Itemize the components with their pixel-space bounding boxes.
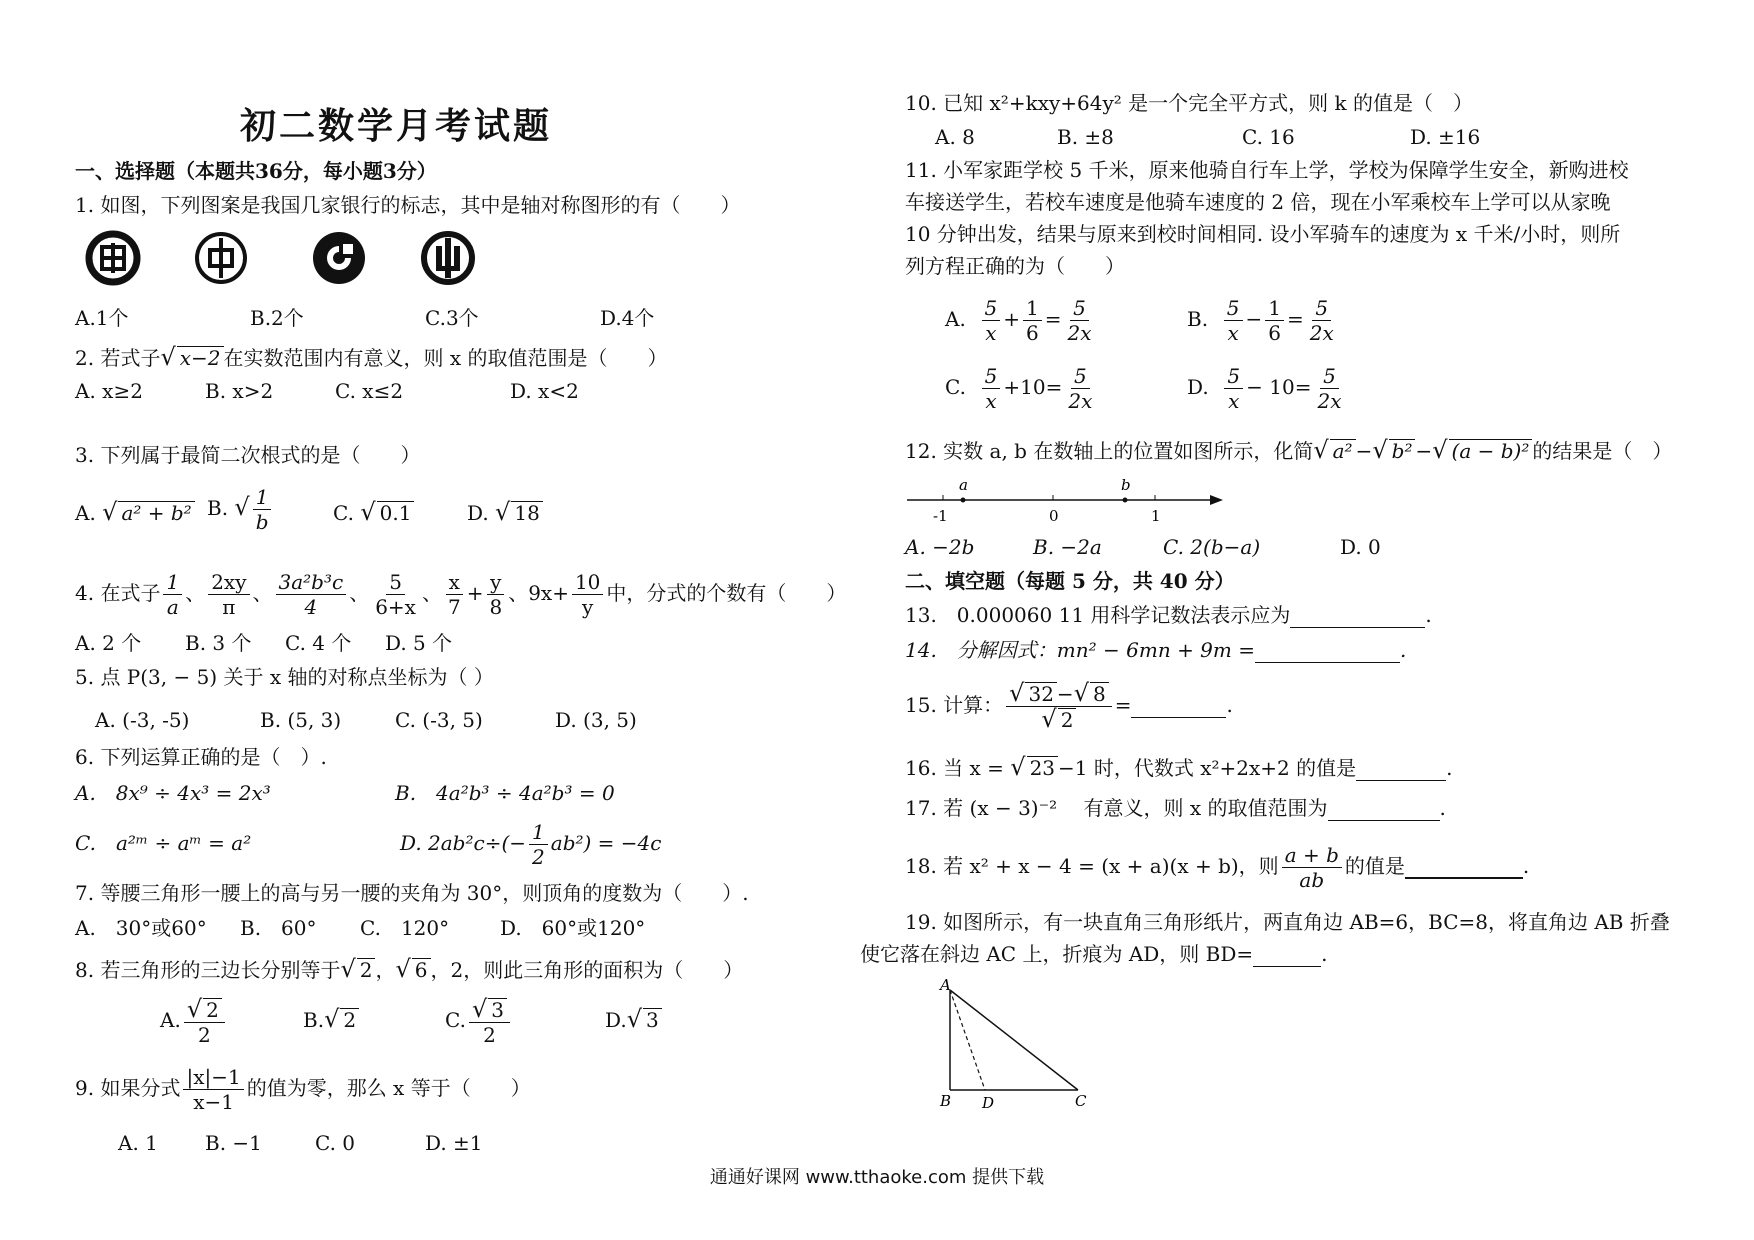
q11-a-f3-den: 2x: [1067, 321, 1092, 345]
q8-c-num: [469, 994, 510, 1023]
q6-option-b: B. 4a²b³ ÷ 4a²b³ = 0: [395, 781, 615, 805]
q15-radicand-1: 32: [1025, 682, 1056, 705]
q8-b-rad-sign: √: [324, 1005, 340, 1033]
bank-logo-1-icon: [85, 230, 141, 286]
q6-d-pre: D. 2ab²c÷(−: [400, 831, 527, 855]
q12-rad-sign-3: √: [1432, 436, 1448, 464]
q2-radical-sign: √: [160, 343, 176, 371]
q11-d-f2-den: 2x: [1317, 389, 1342, 413]
q9-option-c: C. 0: [315, 1131, 356, 1155]
q4-f6-num: y: [487, 570, 504, 595]
label-b: b: [1121, 476, 1131, 494]
q8-a-fraction: [184, 994, 225, 1047]
q11-a-f3-num: 5: [1070, 296, 1089, 321]
label-a: a: [959, 476, 968, 494]
point-b: [1123, 498, 1128, 503]
q15-rad-sign-3: √: [1041, 705, 1057, 733]
q15-minus: −: [1056, 682, 1074, 706]
q11-b-frac-2: [1265, 296, 1284, 345]
question-16: [905, 752, 1453, 783]
number-line-diagram: [905, 475, 1225, 535]
q11-c-plus10: +10=: [1003, 375, 1063, 399]
q4-f1-num: 1: [163, 570, 182, 595]
q9-option-b: B. −1: [205, 1131, 262, 1155]
q11-b-f1-num: 5: [1224, 296, 1243, 321]
side-ac: [950, 990, 1078, 1090]
q11-c-f1-num: 5: [982, 364, 1001, 389]
q4-sep-4: 、: [421, 581, 442, 605]
q8-radicand-2: 6: [412, 958, 431, 981]
section-2-heading: 二、填空题（每题 5 分，共 40 分）: [905, 569, 1235, 593]
q8-option-a-label: A.: [160, 1008, 181, 1032]
q3-a-radicand: a² + b²: [118, 501, 194, 524]
q5-option-d: D. (3, 5): [555, 708, 637, 732]
q4-f6-den: 8: [489, 595, 503, 619]
question-11-line-1: 11. 小军家距学校 5 千米，原来他骑自行车上学，学校为保障学生安全，新购进校: [905, 158, 1629, 182]
q3-d-radical-sign: √: [495, 498, 511, 526]
q11-b-f2-num: 1: [1265, 296, 1284, 321]
q2-text-post: 在实数范围内有意义，则 x 的取值范围是（ ）: [223, 346, 668, 370]
q12-rad-sign-2: √: [1372, 436, 1388, 464]
q8-b-radicand: 2: [340, 1008, 359, 1031]
q19-period: .: [1321, 942, 1328, 966]
q4-fraction-6: [486, 570, 505, 619]
section-1-heading: 一、选择题（本题共36分，每小题3分）: [75, 159, 437, 183]
q8-a-den: 2: [197, 1022, 211, 1047]
q11-a-f2-den: 6: [1026, 321, 1039, 345]
q10-option-c: C. 16: [1242, 125, 1295, 149]
q11-d-f1-num: 5: [1224, 364, 1243, 389]
q8-option-b-label: B.: [303, 1008, 325, 1032]
number-line-arrow-icon: [1210, 495, 1223, 505]
q6-option-d: [400, 815, 661, 871]
question-3: 3. 下列属于最简二次根式的是（ ）: [75, 443, 421, 467]
q5-option-b: B. (5, 3): [260, 708, 342, 732]
q15-radicand-3: 2: [1058, 708, 1077, 731]
q12-option-d: D. 0: [1340, 535, 1381, 559]
q11-a-frac-1: [982, 296, 1001, 345]
q9-post: 的值为零，那么 x 等于（ ）: [246, 1076, 531, 1100]
q11-a-plus: +: [1003, 307, 1021, 331]
q18-num: a + b: [1282, 843, 1342, 868]
q3-option-d: [467, 497, 543, 528]
q4-f2-den: π: [222, 595, 236, 619]
q11-d-frac-1: [1224, 364, 1243, 413]
question-8: [75, 954, 743, 985]
q12-radicand-1: a²: [1330, 439, 1356, 462]
q15-fraction: [1006, 681, 1112, 732]
q10-option-d: D. ±16: [1410, 125, 1481, 149]
q4-f4-den: 6+x: [375, 595, 416, 619]
q16-radicand: 23: [1027, 756, 1058, 779]
bank-logo-4-icon: [420, 230, 476, 286]
q3-option-b-label: B.: [207, 496, 229, 520]
q12-option-a: A. −2b: [905, 535, 975, 559]
label-minus-1: -1: [933, 507, 948, 525]
vertex-d-label: D: [982, 1094, 995, 1112]
q7-option-b: B. 60°: [240, 916, 317, 940]
q11-a-f1-den: x: [985, 321, 997, 345]
q4-fraction-2: [208, 570, 249, 619]
q4-f7-num: 10: [572, 570, 603, 595]
label-0: 0: [1049, 507, 1059, 525]
q11-c-frac-2: [1065, 364, 1095, 413]
q11-a-f1-num: 5: [982, 296, 1001, 321]
q8-a-rad-sign: √: [186, 994, 203, 1023]
q14-answer-blank[interactable]: [1255, 641, 1400, 663]
question-1: 1. 如图，下列图案是我国几家银行的标志，其中是轴对称图形的有（ ）: [75, 193, 741, 217]
q3-c-radical-sign: √: [360, 498, 376, 526]
q2-text-pre: 2. 若式子: [75, 346, 161, 370]
question-11-line-4: 列方程正确的为（ ）: [905, 254, 1125, 278]
q11-d-f2-num: 5: [1320, 364, 1339, 389]
q4-f5-num: x: [446, 570, 463, 595]
q11-b-frac-1: [1224, 296, 1243, 345]
q1-option-c: C.3个: [425, 306, 479, 330]
q8-post: ，2，则此三角形的面积为（ ）: [430, 958, 744, 982]
q19-line-2-text: 使它落在斜边 AC 上，折痕为 AD，则 BD=: [860, 942, 1254, 966]
q12-minus-1: −: [1355, 439, 1373, 463]
q12-pre: 12. 实数 a, b 在数轴上的位置如图所示，化简: [905, 439, 1314, 463]
q19-answer-blank[interactable]: [1253, 945, 1321, 967]
question-19-line-1: 19. 如图所示，有一块直角三角形纸片，两直角边 AB=6，BC=8，将直角边 AB 折叠: [905, 910, 1670, 934]
q8-c-rad-sign: √: [471, 994, 488, 1023]
q16-post: −1 时，代数式 x²+2x+2 的值是: [1058, 756, 1357, 780]
q8-d-rad-sign: √: [626, 1005, 642, 1033]
q8-option-b: [303, 1004, 359, 1035]
q12-radicand-2: b²: [1389, 439, 1416, 462]
q4-option-a: A. 2 个: [75, 631, 142, 655]
q4-sep-1: 、: [185, 581, 206, 605]
q15-den: [1038, 707, 1079, 732]
q7-option-d: D. 60°或120°: [500, 916, 646, 940]
q3-b-numerator: 1: [253, 485, 272, 510]
point-a: [961, 498, 966, 503]
q8-d-radicand: 3: [643, 1008, 662, 1031]
q6-d-post: ab²) = −4c: [550, 831, 662, 855]
q4-text-post: 中，分式的个数有（ ）: [606, 581, 847, 605]
q4-fraction-3: [276, 570, 347, 619]
q8-a-num: [184, 994, 225, 1023]
q11-c-f2-den: 2x: [1068, 389, 1093, 413]
q9-den: x−1: [193, 1090, 234, 1114]
q12-option-b: B. −2a: [1033, 535, 1102, 559]
q12-post: 的结果是（ ）: [1532, 439, 1673, 463]
question-19-line-2: [860, 939, 1328, 969]
q11-a-frac-3: [1065, 296, 1095, 345]
q11-b-frac-3: [1307, 296, 1337, 345]
q8-radicand-1: 2: [357, 958, 376, 981]
q12-rad-sign-1: √: [1313, 436, 1329, 464]
q15-period: .: [1226, 693, 1233, 717]
vertex-c-label: C: [1075, 1092, 1087, 1110]
vertex-b-label: B: [940, 1092, 952, 1110]
q7-option-a: A. 30°或60°: [75, 916, 207, 940]
q8-option-a: [160, 992, 228, 1048]
q17-answer-blank[interactable]: [1328, 799, 1440, 821]
q10-option-a: A. 8: [935, 125, 975, 149]
question-9: [75, 1060, 531, 1116]
q8-c-den: 2: [483, 1022, 496, 1047]
q12-radicand-3: (a − b)²: [1449, 439, 1533, 462]
q4-fraction-5: [445, 570, 464, 619]
q4-fraction-7: [572, 570, 603, 619]
q2-option-a: A. x≥2: [75, 379, 143, 403]
q2-option-b: B. x>2: [205, 379, 274, 403]
question-13: [905, 600, 1432, 630]
q4-9x: 9x+: [528, 581, 569, 605]
q4-fraction-1: [163, 570, 182, 619]
q11-option-d: [1187, 358, 1347, 416]
right-triangle-diagram: [930, 978, 1110, 1118]
q11-a-label: A.: [945, 307, 966, 331]
q8-pre: 8. 若三角形的三边长分别等于: [75, 958, 341, 982]
q8-rad-sign-1: √: [340, 955, 356, 983]
question-12: [905, 435, 1672, 466]
q17-text: 17. 若 (x − 3)⁻² 有意义，则 x 的取值范围为: [905, 796, 1328, 820]
q4-f2-num: 2xy: [208, 570, 249, 595]
q3-option-a: [75, 497, 195, 528]
q2-radicand: x−2: [177, 346, 224, 369]
q11-b-label: B.: [1187, 307, 1209, 331]
q9-pre: 9. 如果分式: [75, 1076, 181, 1100]
bank-logo-3-icon: [311, 230, 367, 286]
q18-answer-blank[interactable]: [1405, 857, 1523, 879]
q18-fraction: [1282, 843, 1342, 892]
q13-answer-blank[interactable]: [1290, 606, 1425, 628]
q11-b-f2-den: 6: [1268, 321, 1282, 345]
q4-fraction-4: [372, 570, 419, 619]
question-4: [75, 565, 846, 621]
q15-rad-sign-1: √: [1009, 679, 1025, 707]
q4-f1-den: a: [166, 595, 179, 619]
question-6: 6. 下列运算正确的是（ ）.: [75, 745, 327, 769]
question-2: [75, 342, 668, 373]
q15-num: [1006, 681, 1112, 707]
q3-d-radicand: 18: [511, 501, 542, 524]
q11-b-f3-den: 2x: [1309, 321, 1334, 345]
q11-d-frac-2: [1314, 364, 1344, 413]
q6-d-den: 2: [532, 845, 545, 869]
q11-d-label: D.: [1187, 375, 1209, 399]
q11-option-c: [945, 358, 1098, 416]
q15-eq: =: [1114, 693, 1132, 717]
q8-option-c-label: C.: [445, 1008, 466, 1032]
q13-period: .: [1425, 603, 1432, 627]
q18-den: ab: [1299, 868, 1325, 892]
q3-option-a-label: A.: [75, 501, 96, 525]
q18-post: 的值是: [1344, 854, 1405, 878]
q4-plus: +: [466, 581, 484, 605]
q3-b-fraction: [253, 485, 272, 534]
q4-option-d: D. 5 个: [385, 631, 453, 655]
q9-num: |x|−1: [183, 1065, 243, 1090]
bank-logo-2-icon: [193, 230, 249, 286]
question-11-line-3: 10 分钟出发，结果与原来到校时间相同. 设小军骑车的速度为 x 千米/小时，则所: [905, 222, 1621, 246]
q11-a-frac-2: [1023, 296, 1042, 345]
q8-c-radicand: 3: [488, 998, 507, 1021]
q4-sep-5: 、: [508, 581, 529, 605]
q3-a-radical-sign: √: [102, 498, 118, 526]
q18-pre: 18. 若 x² + x − 4 = (x + a)(x + b)，则: [905, 854, 1279, 878]
q11-d-minus10: − 10=: [1246, 375, 1312, 399]
question-11-line-2: 车接送学生，若校车速度是他骑车速度的 2 倍，现在小军乘校车上学可以从家晚: [905, 190, 1611, 214]
q3-option-c-label: C.: [333, 501, 354, 525]
q4-f7-den: y: [582, 595, 594, 619]
q2-option-c: C. x≤2: [335, 379, 404, 403]
q6-d-fraction: [529, 820, 548, 869]
q10-option-b: B. ±8: [1057, 125, 1114, 149]
q9-option-d: D. ±1: [425, 1131, 483, 1155]
q11-d-f1-den: x: [1228, 389, 1240, 413]
q16-answer-blank[interactable]: [1356, 759, 1446, 781]
q8-option-d-label: D.: [605, 1008, 627, 1032]
q5-option-a: A. (-3, -5): [95, 708, 190, 732]
q11-a-f2-num: 1: [1023, 296, 1042, 321]
q4-option-b: B. 3 个: [185, 631, 252, 655]
q9-option-a: A. 1: [118, 1131, 158, 1155]
q8-sep: ，: [375, 958, 396, 982]
q15-rad-sign-2: √: [1073, 679, 1089, 707]
q4-f3-den: 4: [304, 595, 318, 619]
q4-f5-den: 7: [447, 595, 461, 619]
question-5: 5. 点 P(3, − 5) 关于 x 轴的对称点坐标为（ ）: [75, 665, 494, 689]
q11-c-label: C.: [945, 375, 966, 399]
q3-c-radicand: 0.1: [377, 501, 415, 524]
q15-pre: 15. 计算：: [905, 693, 1004, 717]
question-7: 7. 等腰三角形一腰上的高与另一腰的夹角为 30°，则顶角的度数为（ ）.: [75, 881, 749, 905]
q4-sep-2: 、: [252, 581, 273, 605]
q17-period: .: [1439, 796, 1446, 820]
q14-period: .: [1400, 638, 1407, 662]
page-title: 初二数学月考试题: [240, 105, 553, 147]
q11-a-eq: =: [1044, 307, 1062, 331]
question-15: [905, 670, 1233, 740]
q12-option-c: C. 2(b−a): [1163, 535, 1261, 559]
q4-option-c: C. 4 个: [285, 631, 352, 655]
q16-pre: 16. 当 x =: [905, 756, 1011, 780]
q6-option-c: C. a²ᵐ ÷ aᵐ = a²: [75, 831, 252, 855]
q3-option-d-label: D.: [467, 501, 489, 525]
q8-option-d: [605, 1004, 662, 1035]
q4-sep-3: 、: [349, 581, 370, 605]
q11-c-f1-den: x: [985, 389, 997, 413]
q11-b-minus: −: [1245, 307, 1263, 331]
q6-option-a: A. 8x⁹ ÷ 4x³ = 2x³: [75, 781, 271, 805]
q8-a-radicand: 2: [203, 998, 222, 1021]
q1-option-d: D.4个: [600, 306, 655, 330]
q11-option-b: [1187, 290, 1340, 348]
q16-period: .: [1446, 756, 1453, 780]
question-10: 10. 已知 x²+kxy+64y² 是一个完全平方式，则 k 的值是（ ）: [905, 91, 1473, 115]
q4-f4-num: 5: [386, 570, 405, 595]
q9-fraction: [183, 1065, 243, 1114]
q18-period: .: [1522, 854, 1530, 878]
q13-text: 13. 0.000060 11 用科学记数法表示应为: [905, 603, 1291, 627]
q11-b-f1-den: x: [1227, 321, 1239, 345]
question-18: [905, 837, 1529, 895]
q16-rad-sign: √: [1010, 753, 1026, 781]
vertex-a-label: A: [940, 978, 951, 994]
q11-c-frac-1: [982, 364, 1001, 413]
q3-option-b: [207, 485, 275, 534]
q8-c-fraction: [469, 994, 510, 1047]
q7-option-c: C. 120°: [360, 916, 450, 940]
q11-b-eq: =: [1287, 307, 1304, 331]
q6-d-num: 1: [529, 820, 548, 845]
q11-b-f3-num: 5: [1312, 296, 1331, 321]
q5-option-c: C. (-3, 5): [395, 708, 483, 732]
q4-f3-num: 3a²b³c: [276, 570, 347, 595]
q4-text-pre: 4. 在式子: [75, 581, 161, 605]
q1-option-b: B.2个: [250, 306, 304, 330]
q14-text: 14. 分解因式：mn² − 6mn + 9m =: [905, 638, 1255, 662]
q3-b-radical-sign: √: [234, 493, 250, 521]
q15-answer-blank[interactable]: [1131, 696, 1226, 718]
q3-b-denominator: b: [255, 510, 269, 534]
q2-option-d: D. x<2: [510, 379, 579, 403]
q3-option-c: [333, 497, 414, 528]
fold-line-ad: [950, 990, 985, 1090]
label-1: 1: [1151, 507, 1161, 525]
q11-option-a: [945, 290, 1098, 348]
footer-watermark: 通通好课网 www.tthaoke.com 提供下载: [709, 1167, 1045, 1188]
q8-rad-sign-2: √: [395, 955, 411, 983]
question-17: [905, 793, 1446, 823]
q1-option-a: A.1个: [75, 306, 129, 330]
q12-minus-2: −: [1415, 439, 1433, 463]
q11-c-f2-num: 5: [1071, 364, 1090, 389]
q15-radicand-2: 8: [1090, 682, 1109, 705]
q8-option-c: [445, 992, 513, 1048]
question-14: [905, 635, 1406, 665]
